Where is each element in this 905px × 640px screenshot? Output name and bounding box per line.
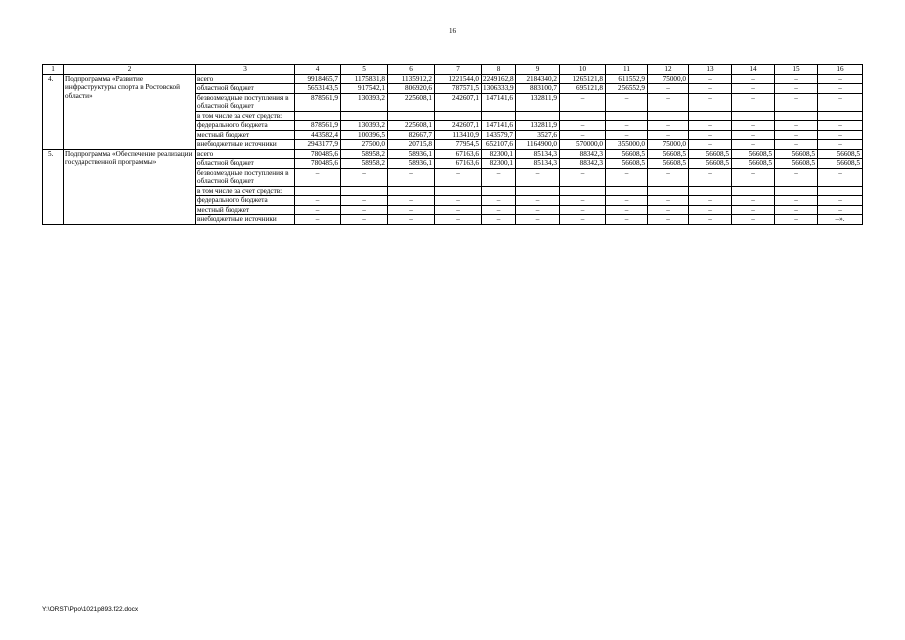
value-cell: 88342,3 [560,159,606,168]
table-header-row [43,65,863,75]
value-cell: 256552,9 [606,84,648,93]
value-cell: – [732,140,775,149]
value-cell: 56608,5 [732,149,775,158]
value-cell: – [341,196,388,205]
value-cell: 570000,0 [560,140,606,149]
funding-source: внебюджетные источники [196,215,295,224]
program-index: 4. [43,75,64,150]
value-cell: – [732,168,775,186]
value-cell: – [818,130,863,139]
value-cell: – [648,121,689,130]
value-cell: – [516,205,560,214]
value-cell: – [606,130,648,139]
value-cell [435,186,482,195]
value-cell: – [818,84,863,93]
value-cell: – [689,93,732,111]
value-cell [560,111,606,120]
value-cell: 2184340,2 [516,75,560,84]
value-cell: – [295,215,341,224]
value-cell [689,186,732,195]
value-cell [560,186,606,195]
value-cell: 132811,9 [516,121,560,130]
value-cell: 883100,7 [516,84,560,93]
value-cell: – [732,205,775,214]
value-cell: – [606,205,648,214]
value-cell: – [435,205,482,214]
value-cell: – [560,168,606,186]
value-cell: – [732,93,775,111]
value-cell: – [689,121,732,130]
value-cell: – [648,130,689,139]
value-cell: 67163,6 [435,149,482,158]
value-cell: – [516,215,560,224]
header-cell: 13 [689,65,732,75]
value-cell: 82667,7 [388,130,435,139]
header-cell: 6 [388,65,435,75]
value-cell [388,111,435,120]
value-cell: – [560,93,606,111]
funding-source: местный бюджет [196,205,295,214]
value-cell: 88342,3 [560,149,606,158]
value-cell: 56608,5 [818,149,863,158]
value-cell: 780485,6 [295,149,341,158]
value-cell: – [388,215,435,224]
header-cell: 16 [818,65,863,75]
value-cell: – [435,196,482,205]
header-cell: 9 [516,65,560,75]
value-cell: – [732,121,775,130]
value-cell: – [732,75,775,84]
value-cell: 147141,6 [482,93,516,111]
header-cell: 2 [64,65,196,75]
value-cell: 56608,5 [818,159,863,168]
header-cell: 10 [560,65,606,75]
value-cell: – [689,196,732,205]
header-cell: 7 [435,65,482,75]
value-cell: 9918465,7 [295,75,341,84]
value-cell: – [341,205,388,214]
funding-source: федерального бюджета [196,196,295,205]
value-cell: – [560,215,606,224]
value-cell: 132811,9 [516,93,560,111]
value-cell: 3527,6 [516,130,560,139]
header-cell: 12 [648,65,689,75]
value-cell: –». [818,215,863,224]
value-cell: 113410,9 [435,130,482,139]
value-cell: – [775,75,818,84]
value-cell: – [435,168,482,186]
value-cell: 56608,5 [775,159,818,168]
value-cell: 787571,5 [435,84,482,93]
value-cell [341,186,388,195]
value-cell: – [516,168,560,186]
value-cell [732,111,775,120]
program-index: 5. [43,149,64,224]
value-cell: – [818,121,863,130]
value-cell: 85134,3 [516,149,560,158]
value-cell: 225608,1 [388,93,435,111]
value-cell: 56608,5 [648,159,689,168]
value-cell: 443582,4 [295,130,341,139]
value-cell: 611552,9 [606,75,648,84]
value-cell: – [560,130,606,139]
funding-source: безвозмездные поступления в областной бюджет [196,168,295,186]
value-cell: – [818,140,863,149]
value-cell: 225608,1 [388,121,435,130]
value-cell: – [516,196,560,205]
value-cell: – [560,196,606,205]
header-cell: 14 [732,65,775,75]
value-cell: 1135912,2 [388,75,435,84]
value-cell: – [482,205,516,214]
value-cell: – [775,205,818,214]
value-cell: 58936,1 [388,149,435,158]
value-cell: – [560,205,606,214]
value-cell [648,186,689,195]
funding-source: федерального бюджета [196,121,295,130]
header-cell: 5 [341,65,388,75]
value-cell: – [295,205,341,214]
value-cell: 242607,1 [435,121,482,130]
funding-source: всего [196,75,295,84]
value-cell: 1164900,0 [516,140,560,149]
value-cell: 56608,5 [689,149,732,158]
value-cell: – [732,196,775,205]
value-cell: 56608,5 [606,149,648,158]
value-cell: – [689,140,732,149]
value-cell: – [341,168,388,186]
value-cell: – [482,168,516,186]
value-cell: – [648,205,689,214]
value-cell: – [648,215,689,224]
value-cell: 58936,1 [388,159,435,168]
value-cell: 2943177,9 [295,140,341,149]
value-cell: – [775,215,818,224]
value-cell [388,186,435,195]
value-cell: – [775,168,818,186]
header-cell: 8 [482,65,516,75]
value-cell: – [775,196,818,205]
funding-source: в том числе за счет средств: [196,186,295,195]
value-cell [482,186,516,195]
value-cell: 130393,2 [341,93,388,111]
value-cell [775,186,818,195]
value-cell: – [818,205,863,214]
value-cell [341,111,388,120]
value-cell: – [606,196,648,205]
value-cell: 75000,0 [648,140,689,149]
value-cell: 56608,5 [775,149,818,158]
value-cell [648,111,689,120]
value-cell: – [606,215,648,224]
value-cell: 5653143,5 [295,84,341,93]
value-cell: – [606,93,648,111]
value-cell: – [689,75,732,84]
value-cell: – [775,121,818,130]
value-cell [482,111,516,120]
value-cell: – [388,196,435,205]
value-cell: – [435,215,482,224]
value-cell: 878561,9 [295,93,341,111]
value-cell: 1221544,0 [435,75,482,84]
value-cell: – [606,121,648,130]
value-cell [689,111,732,120]
value-cell: – [648,168,689,186]
value-cell: 878561,9 [295,121,341,130]
header-cell: 3 [196,65,295,75]
value-cell: 143579,7 [482,130,516,139]
value-cell: 27500,0 [341,140,388,149]
value-cell [732,186,775,195]
value-cell: 695121,8 [560,84,606,93]
value-cell [606,186,648,195]
value-cell: 56608,5 [648,149,689,158]
value-cell: – [388,205,435,214]
program-title: Подпрограмма «Развитие инфраструктуры спорта в Ростовской области» [64,75,196,150]
value-cell: 1306333,9 [483,84,514,93]
value-cell [295,186,341,195]
value-cell: 56608,5 [732,159,775,168]
value-cell: 75000,0 [648,75,689,84]
budget-table [42,64,863,225]
value-cell: 652107,6 [482,140,516,149]
program-title: Подпрограмма «Обеспечение реализации государственной программы» [64,149,196,224]
value-cell [818,186,863,195]
value-cell: 2249162,8 [483,75,514,83]
table-row [43,75,863,84]
value-cell: – [689,168,732,186]
value-cell [516,186,560,195]
header-cell: 4 [295,65,341,75]
value-cell [606,111,648,120]
value-cell: – [689,215,732,224]
value-cell: – [341,215,388,224]
value-cell [818,111,863,120]
value-cell: – [818,75,863,84]
value-cell: – [689,205,732,214]
value-cell: – [732,84,775,93]
funding-source: безвозмездные поступления в областной бюджет [196,93,295,111]
value-cell: – [775,140,818,149]
value-cell: 58958,2 [341,159,388,168]
value-cell: – [648,196,689,205]
value-cell: – [818,196,863,205]
value-cell: – [295,196,341,205]
value-cell: 355000,0 [606,140,648,149]
value-cell: – [732,130,775,139]
value-cell: 806920,6 [388,84,435,93]
funding-source: внебюджетные источники [196,140,295,149]
value-cell [775,111,818,120]
value-cell: 56608,5 [689,159,732,168]
header-cell: 1 [43,65,64,75]
page-number: 16 [449,27,456,35]
value-cell: 67163,6 [435,159,482,168]
value-cell: 20715,8 [388,140,435,149]
funding-source: областной бюджет [196,84,295,93]
value-cell: – [606,168,648,186]
header-cell: 15 [775,65,818,75]
value-cell: 82300,1 [482,149,516,158]
value-cell: 82300,1 [482,159,516,168]
value-cell: – [560,121,606,130]
value-cell: – [482,215,516,224]
value-cell: 917542,1 [341,84,388,93]
value-cell: 85134,3 [516,159,560,168]
funding-source: областной бюджет [196,159,295,168]
value-cell: – [482,196,516,205]
value-cell: – [295,168,341,186]
value-cell: – [689,84,732,93]
value-cell: – [388,168,435,186]
value-cell: – [648,93,689,111]
value-cell: 242607,1 [435,93,482,111]
value-cell: – [775,130,818,139]
value-cell: – [818,93,863,111]
value-cell [295,111,341,120]
value-cell: 1175831,8 [341,75,388,84]
value-cell: – [775,93,818,111]
value-cell: 1265121,8 [560,75,606,84]
value-cell [435,111,482,120]
value-cell: – [818,168,863,186]
value-cell: 77954,5 [435,140,482,149]
header-cell: 11 [606,65,648,75]
value-cell: – [732,215,775,224]
funding-source: всего [196,149,295,158]
value-cell: – [648,84,689,93]
value-cell: 58958,2 [341,149,388,158]
value-cell [516,111,560,120]
value-cell: – [689,130,732,139]
value-cell: 780485,6 [295,159,341,168]
value-cell: 147141,6 [482,121,516,130]
funding-source: местный бюджет [196,130,295,139]
funding-source: в том числе за счет средств: [196,111,295,120]
value-cell: 100396,5 [341,130,388,139]
value-cell: – [775,84,818,93]
value-cell: 130393,2 [341,121,388,130]
value-cell: 56608,5 [606,159,648,168]
footer-file-path: Y:\ORST\Ppo\1021p893.f22.docx [42,606,139,613]
table-row [43,149,863,158]
